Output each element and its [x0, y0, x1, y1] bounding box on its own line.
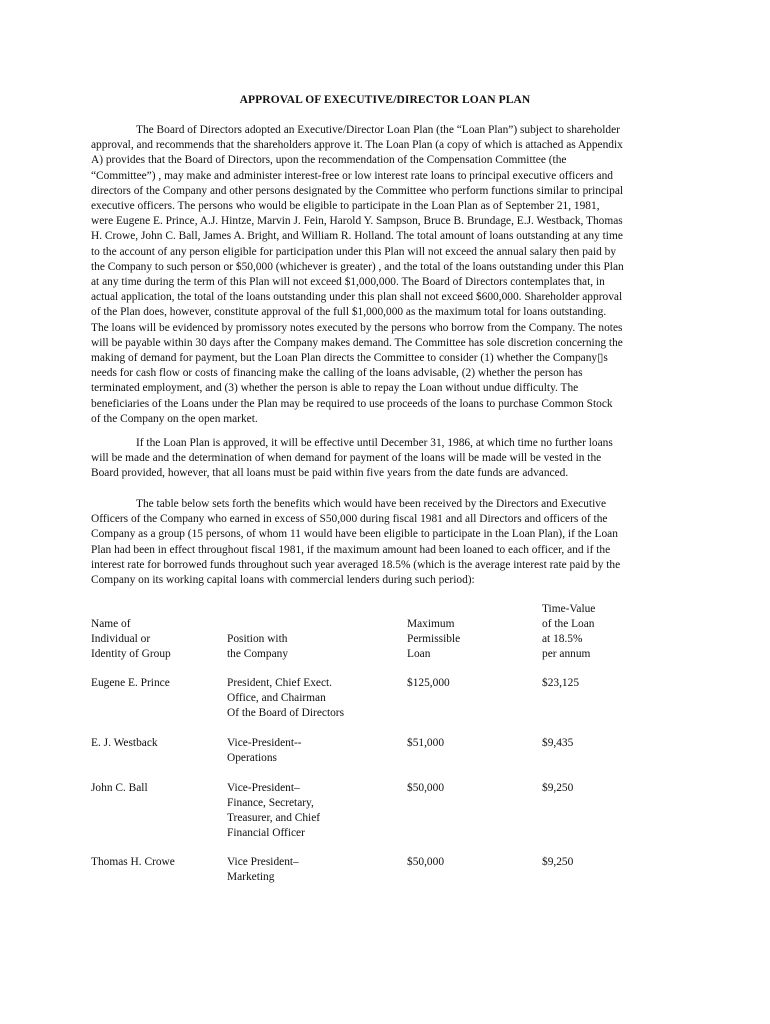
- cell-max-loan: $50,000: [407, 782, 445, 794]
- text-line: Operations: [227, 752, 277, 764]
- text-line: Vice-President--: [227, 737, 302, 749]
- paragraph-line: A) provides that the Board of Directors, upon the recommendation of the Compensation Committee (the: [91, 154, 567, 167]
- paragraph-loan-plan-description: [91, 123, 681, 427]
- cell-position: [227, 781, 402, 841]
- text-line: Office, and Chairman: [227, 692, 326, 704]
- paragraph-line: will be payable within 30 days after the Company makes demand. The Committee has sole discretion concerning the: [91, 336, 623, 349]
- cell-name: John C. Ball: [91, 782, 148, 794]
- text-line: Treasurer, and Chief: [227, 812, 321, 824]
- text-line: Vice President–: [227, 856, 299, 868]
- document-title: APPROVAL OF EXECUTIVE/DIRECTOR LOAN PLAN: [239, 94, 531, 106]
- cell-max-loan: $125,000: [407, 677, 450, 689]
- text-line: Of the Board of Directors: [227, 707, 345, 719]
- paragraph-line: If the Loan Plan is approved, it will be effective until December 31, 1986, at which time no further loans: [136, 437, 613, 449]
- text-line: President, Chief Exect.: [227, 677, 333, 689]
- paragraph-line: will be made and the determination of when demand for payment of the loans will be made will be vested in the: [91, 452, 602, 465]
- header-name: [91, 617, 221, 662]
- text-line: Position with: [227, 633, 288, 645]
- text-line: Financial Officer: [227, 827, 305, 839]
- paragraph-line: making of demand for payment, but the Loan Plan directs the Committee to consider (1) whether the Company▯s: [91, 352, 608, 365]
- text-line: Permissible: [407, 633, 461, 645]
- paragraph-table-intro: [91, 497, 681, 588]
- header-max-loan: [407, 617, 527, 662]
- paragraph-line: “Committee”) , may make and administer interest-free or low interest rate loans to principal executive officers and: [91, 169, 613, 182]
- text-line: per annum: [542, 648, 591, 660]
- cell-time-value: $9,250: [542, 856, 574, 868]
- paragraph-line: Plan had been in effect throughout fiscal 1981, if the maximum amount had been loaned to each officer, and if the: [91, 543, 611, 556]
- paragraph-line: needs for cash flow or costs of financing make the calling of the loans advisable, (2) whether the person has: [91, 367, 583, 380]
- paragraph-line: the Company to such person or $50,000 (whichever is greater) , and the total of the loans outstanding under this Plan: [91, 260, 624, 273]
- text-line: Name of: [91, 618, 131, 630]
- cell-time-value: $9,435: [542, 737, 574, 749]
- cell-name: E. J. Westback: [91, 737, 158, 749]
- cell-max-loan: $50,000: [407, 856, 445, 868]
- text-line: the Company: [227, 648, 289, 660]
- paragraph-line: Company on its working capital loans with commercial lenders during such period):: [91, 574, 475, 587]
- paragraph-line: terminated employment, and (3) whether the person is able to repay the Loan without undue difficulty. The: [91, 382, 579, 395]
- paragraph-line: H. Crowe, John C. Ball, James A. Bright, and William R. Holland. The total amount of loans outstanding at any time: [91, 230, 623, 243]
- paragraph-line: approval, and recommends that the shareholders approve it. The Loan Plan (a copy of which is attached as Appendix: [91, 139, 623, 152]
- text-line: Finance, Secretary,: [227, 797, 314, 809]
- paragraph-line: directors of the Company and other persons designated by the Committee who perform functions similar to principal: [91, 184, 624, 197]
- paragraph-line: were Eugene E. Prince, A.J. Hintze, Marvin J. Fein, Harold Y. Sampson, Bruce B. Brundage, E.J. Westback, Thomas: [91, 215, 623, 228]
- table-header: [91, 600, 681, 662]
- header-position: [227, 632, 402, 662]
- text-line: Loan: [407, 648, 431, 660]
- text-line: of the Loan: [542, 618, 595, 630]
- paragraph-line: The loans will be evidenced by promissory notes executed by the persons who borrow from the Company. The notes: [91, 321, 623, 334]
- text-line: at 18.5%: [542, 633, 583, 645]
- cell-position: [227, 676, 402, 721]
- cell-name: Eugene E. Prince: [91, 677, 170, 689]
- paragraph-line: Board provided, however, that all loans must be paid within five years from the date funds are advanced.: [91, 467, 569, 480]
- paragraph-line: Officers of the Company who earned in excess of S50,000 during fiscal 1981 and all Directors and officers of the: [91, 513, 608, 526]
- paragraph-line: executive officers. The persons who would be eligible to participate in the Loan Plan as of September 21, 1981,: [91, 200, 600, 213]
- paragraph-line: interest rate for borrowed funds throughout such year averaged 18.5% (which is the average interest rate paid by the: [91, 558, 621, 571]
- cell-time-value: $23,125: [542, 677, 580, 689]
- cell-position: [227, 855, 402, 885]
- paragraph-line: Company as a group (15 persons, of whom 11 would have been eligible to participate in the Loan Plan), if the Loan: [91, 528, 618, 541]
- paragraph-line: at any time during the term of this Plan will not exceed $1,000,000. The Board of Directors contemplates that, in: [91, 276, 605, 289]
- paragraph-line: actual application, the total of the loans outstanding under this plan shall not exceed $600,000. Shareholder approval: [91, 291, 623, 304]
- cell-name: Thomas H. Crowe: [91, 856, 175, 868]
- header-time-value: [542, 602, 672, 662]
- cell-time-value: $9,250: [542, 782, 574, 794]
- cell-position: [227, 736, 402, 766]
- paragraph-line: to the account of any person eligible for participation under this Plan will not exceed the annual salary then paid by: [91, 245, 617, 258]
- text-line: Vice-President–: [227, 782, 300, 794]
- text-line: Maximum: [407, 618, 455, 630]
- text-line: Time-Value: [542, 603, 596, 615]
- paragraph-line: of the Company on the open market.: [91, 412, 258, 425]
- paragraph-line: The table below sets forth the benefits which would have been received by the Directors and Executive: [136, 498, 607, 510]
- paragraph-effective-period: [91, 436, 681, 482]
- text-line: Identity of Group: [91, 648, 171, 660]
- cell-max-loan: $51,000: [407, 737, 445, 749]
- paragraph-line: of the Plan does, however, constitute approval of the full $1,000,000 as the maximum total for loans outstanding.: [91, 306, 607, 319]
- paragraph-line: The Board of Directors adopted an Executive/Director Loan Plan (the “Loan Plan”) subject to shareholder: [136, 124, 620, 136]
- text-line: Individual or: [91, 633, 151, 645]
- text-line: Marketing: [227, 871, 275, 883]
- paragraph-line: beneficiaries of the Loans under the Plan may be required to use proceeds of the loans to purchase Common Stock: [91, 397, 613, 410]
